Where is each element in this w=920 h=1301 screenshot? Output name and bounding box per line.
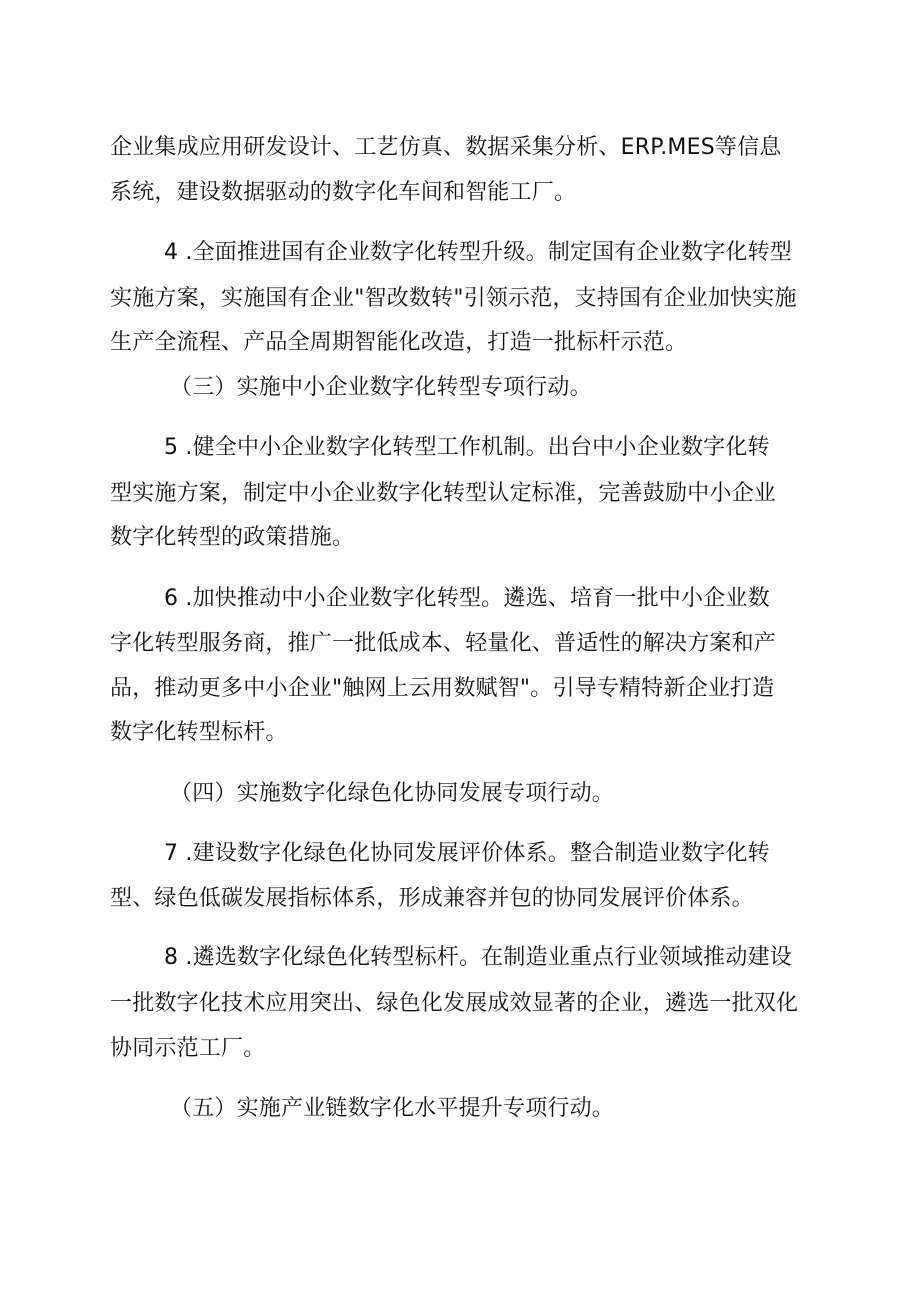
paragraph-item-6-line-2: 字化转型服务商，推广一批低成本、轻量化、普适性的解决方案和产 bbox=[110, 631, 777, 656]
paragraph-1-line-1: 企业集成应用研发设计、工艺仿真、数据采集分析、ERP.MES等信息 bbox=[110, 135, 782, 160]
section-heading-3: （三）实施中小企业数字化转型专项行动。 bbox=[170, 375, 592, 400]
paragraph-item-4-line-1: 4 .全面推进国有企业数字化转型升级。制定国有企业数字化转型 bbox=[164, 240, 792, 265]
paragraph-item-7-line-1: 7 .建设数字化绿色化协同发展评价体系。整合制造业数字化转 bbox=[164, 841, 770, 866]
paragraph-1-line-2: 系统，建设数据驱动的数字化车间和智能工厂。 bbox=[110, 180, 577, 205]
paragraph-item-8-line-1: 8 .遴选数字化绿色化转型标杆。在制造业重点行业领域推动建设 bbox=[164, 945, 792, 970]
paragraph-item-7-line-2: 型、绿色低碳发展指标体系，形成兼容并包的协同发展评价体系。 bbox=[110, 886, 754, 911]
paragraph-item-4-line-2: 实施方案，实施国有企业"智改数转"引领示范，支持国有企业加快实施 bbox=[110, 286, 797, 311]
paragraph-item-8-line-2: 一批数字化技术应用突出、绿色化发展成效显著的企业，遴选一批双化 bbox=[110, 991, 799, 1016]
paragraph-item-5-line-2: 型实施方案，制定中小企业数字化转型认定标准，完善鼓励中小企业 bbox=[110, 481, 777, 506]
paragraph-item-5-line-1: 5 .健全中小企业数字化转型工作机制。出台中小企业数字化转 bbox=[164, 435, 770, 460]
section-heading-4: （四）实施数字化绿色化协同发展专项行动。 bbox=[170, 781, 615, 806]
paragraph-item-4-line-3: 生产全流程、产品全周期智能化改造，打造一批标杆示范。 bbox=[110, 330, 688, 355]
paragraph-item-6-line-4: 数字化转型标杆。 bbox=[110, 720, 288, 745]
paragraph-item-8-line-3: 协同示范工厂。 bbox=[110, 1036, 266, 1061]
paragraph-item-5-line-3: 数字化转型的政策措施。 bbox=[110, 525, 355, 550]
paragraph-item-6-line-1: 6 .加快推动中小企业数字化转型。遴选、培育一批中小企业数 bbox=[164, 586, 770, 611]
section-heading-5: （五）实施产业链数字化水平提升专项行动。 bbox=[170, 1096, 615, 1121]
paragraph-item-6-line-3: 品，推动更多中小企业"触网上云用数赋智"。引导专精特新企业打造 bbox=[110, 676, 775, 701]
